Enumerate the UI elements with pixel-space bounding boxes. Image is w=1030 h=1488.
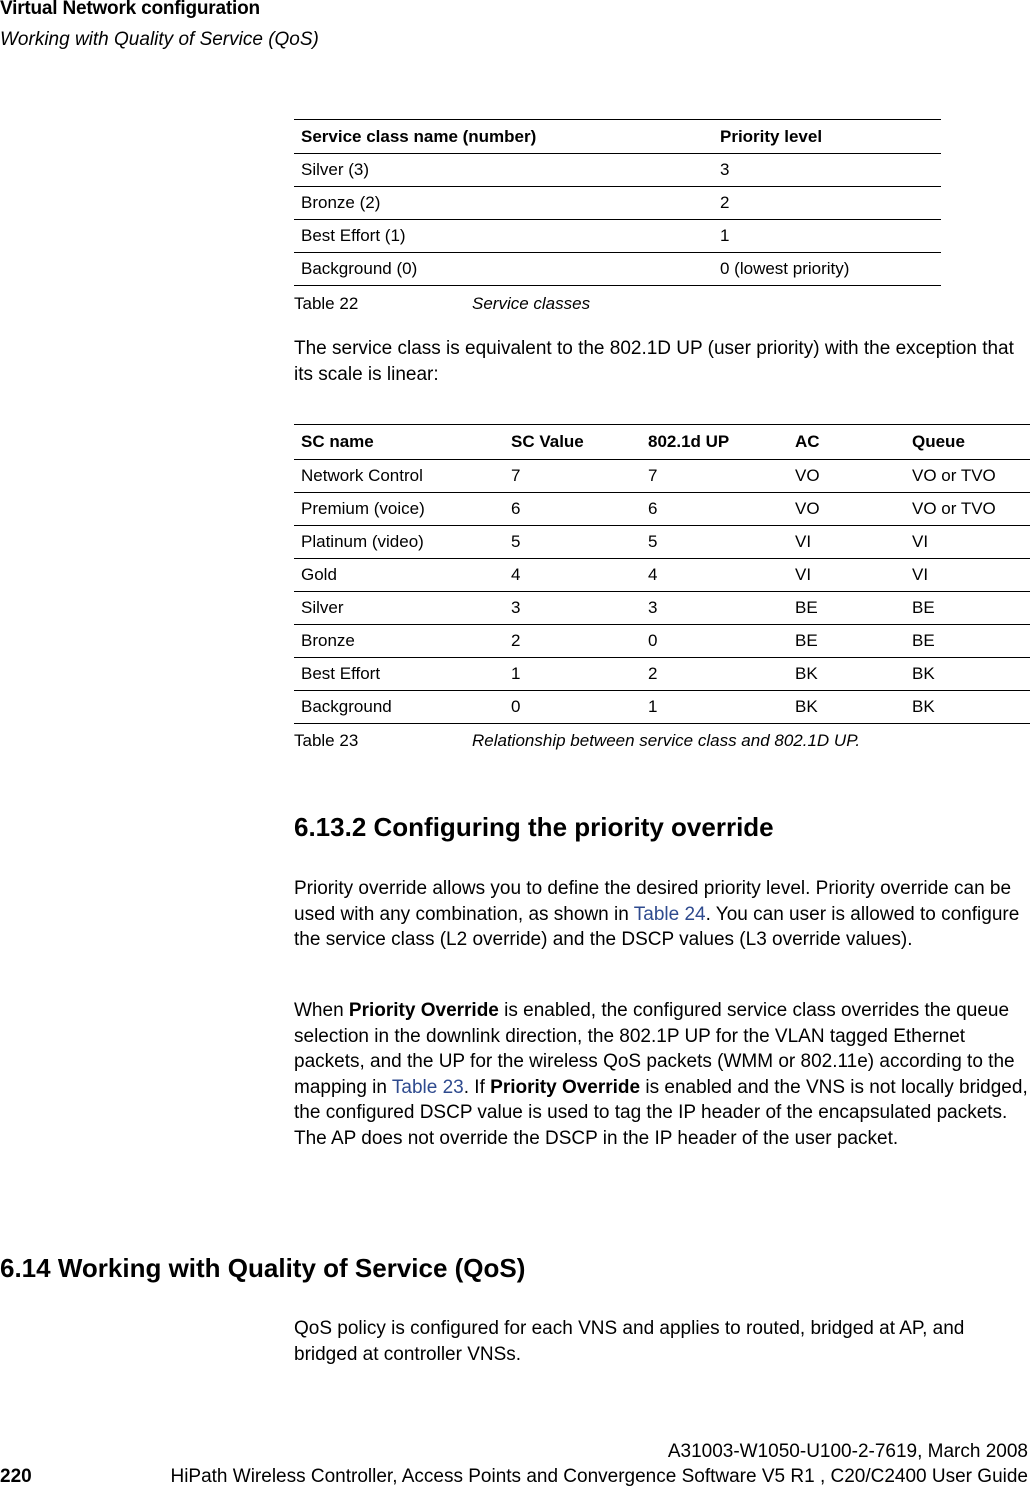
service-classes-table — [294, 119, 941, 286]
column-header: Priority level — [713, 120, 941, 154]
table-cell: Background — [294, 691, 504, 724]
table-cell: 4 — [504, 559, 641, 592]
table-row — [294, 658, 1030, 691]
table-cell: 3 — [713, 154, 941, 187]
table-cell: 7 — [504, 460, 641, 493]
table-24-link[interactable]: Table 24 — [633, 903, 706, 925]
table-row — [294, 253, 941, 286]
table-cell: 0 — [504, 691, 641, 724]
text-run: . If — [463, 1076, 491, 1098]
table-row — [294, 625, 1030, 658]
column-header: Queue — [905, 425, 1030, 460]
table-cell: Gold — [294, 559, 504, 592]
table-cell: VO — [788, 460, 905, 493]
table-cell: BE — [905, 625, 1030, 658]
table-cell: Bronze (2) — [294, 187, 713, 220]
table-header-row — [294, 120, 941, 154]
table-cell: Best Effort (1) — [294, 220, 713, 253]
table-row — [294, 154, 941, 187]
column-header: 802.1d UP — [641, 425, 788, 460]
table-cell: VI — [788, 559, 905, 592]
text-run: is enabled, the configured service class overrides the queue selection in the downlink direction, the 802.1P UP for the VLAN tagged Ethernet packets, and the UP for the wireless QoS packets (WMM or 802.11e) according to the mapping in — [294, 1000, 1015, 1098]
table-cell: BE — [788, 592, 905, 625]
priority-override-paragraph-2 — [294, 998, 1030, 1151]
table-cell: BE — [788, 625, 905, 658]
table-cell: 0 — [641, 625, 788, 658]
table-cell: VI — [905, 526, 1030, 559]
table-row — [294, 691, 1030, 724]
table-cell: Premium (voice) — [294, 493, 504, 526]
table-23-caption — [294, 731, 994, 751]
table-cell: BE — [905, 592, 1030, 625]
table-cell: 1 — [641, 691, 788, 724]
text-run: . You can user is allowed to configure the service class (L2 override) and the DSCP values (L3 override values). — [294, 903, 1020, 950]
table-cell: 3 — [641, 592, 788, 625]
column-header: Service class name (number) — [294, 120, 713, 154]
table-cell: 5 — [504, 526, 641, 559]
table-cell: BK — [905, 691, 1030, 724]
table-cell: VI — [788, 526, 905, 559]
table-header-row — [294, 425, 1030, 460]
intro-paragraph: The service class is equivalent to the 802.1D UP (user priority) with the exception that its scale is linear: — [294, 338, 1014, 385]
table-cell: 3 — [504, 592, 641, 625]
table-row — [294, 220, 941, 253]
priority-override-paragraph-1 — [294, 876, 1030, 953]
bold-term: Priority Override — [348, 1000, 499, 1021]
caption-text: Service classes — [472, 294, 591, 313]
table-cell: Best Effort — [294, 658, 504, 691]
running-header-title: Virtual Network configuration — [0, 0, 260, 19]
table-row — [294, 493, 1030, 526]
table-cell: 4 — [641, 559, 788, 592]
table-cell: BK — [905, 658, 1030, 691]
caption-text: Relationship between service class and 802.1D UP. — [472, 731, 861, 750]
column-header: SC Value — [504, 425, 641, 460]
text-run: When — [294, 1000, 349, 1021]
table-row — [294, 559, 1030, 592]
column-header: AC — [788, 425, 905, 460]
column-header: SC name — [294, 425, 504, 460]
table-cell: 0 (lowest priority) — [713, 253, 941, 286]
table-cell: 5 — [641, 526, 788, 559]
table-row — [294, 460, 1030, 493]
bold-term: Priority Override — [490, 1076, 641, 1098]
table-cell: VO — [788, 493, 905, 526]
table-row — [294, 526, 1030, 559]
footer-document-code: A31003-W1050-U100-2-7619, March 2008 — [667, 1441, 1028, 1462]
table-cell: VI — [905, 559, 1030, 592]
table-cell: VO or TVO — [905, 493, 1030, 526]
table-22-caption — [294, 294, 894, 314]
table-cell: 1 — [713, 220, 941, 253]
table-cell: 2 — [504, 625, 641, 658]
text-run: is enabled and the VNS is not locally bridged, the configured DSCP value is used to tag the IP header of the encapsulated packets. The AP does not override the DSCP in the IP header of the user packet. — [294, 1076, 1028, 1149]
table-cell: Platinum (video) — [294, 526, 504, 559]
page-number: 220 — [0, 1466, 32, 1487]
running-header-subtitle: Working with Quality of Service (QoS) — [0, 29, 319, 50]
service-class-relationship-table — [294, 424, 1030, 724]
table-row — [294, 592, 1030, 625]
table-cell: 6 — [641, 493, 788, 526]
table-cell: 2 — [713, 187, 941, 220]
table-cell: Network Control — [294, 460, 504, 493]
table-cell: 2 — [641, 658, 788, 691]
table-cell: Silver (3) — [294, 154, 713, 187]
table-cell: 6 — [504, 493, 641, 526]
table-cell: Silver — [294, 592, 504, 625]
table-cell: VO or TVO — [905, 460, 1030, 493]
table-cell: BK — [788, 658, 905, 691]
table-cell: Bronze — [294, 625, 504, 658]
caption-number: Table 22 — [294, 294, 359, 313]
caption-number: Table 23 — [294, 731, 359, 750]
table-cell: BK — [788, 691, 905, 724]
table-23-link[interactable]: Table 23 — [391, 1076, 464, 1098]
qos-policy-paragraph: QoS policy is configured for each VNS and applies to routed, bridged at AP, and bridged at controller VNSs. — [294, 1318, 965, 1365]
table-cell: 1 — [504, 658, 641, 691]
section-heading-6-13-2: 6.13.2 Configuring the priority override — [294, 812, 774, 842]
section-heading-6-14: 6.14 Working with Quality of Service (QoS) — [0, 1253, 526, 1283]
table-row — [294, 187, 941, 220]
text-run: Priority override allows you to define the desired priority level. Priority override can be used with any combination, as shown in — [294, 878, 1012, 925]
table-cell: 7 — [641, 460, 788, 493]
table-cell: Background (0) — [294, 253, 713, 286]
footer-document-title: HiPath Wireless Controller, Access Points and Convergence Software V5 R1 , C20/C2400 User Guide — [170, 1466, 1028, 1487]
